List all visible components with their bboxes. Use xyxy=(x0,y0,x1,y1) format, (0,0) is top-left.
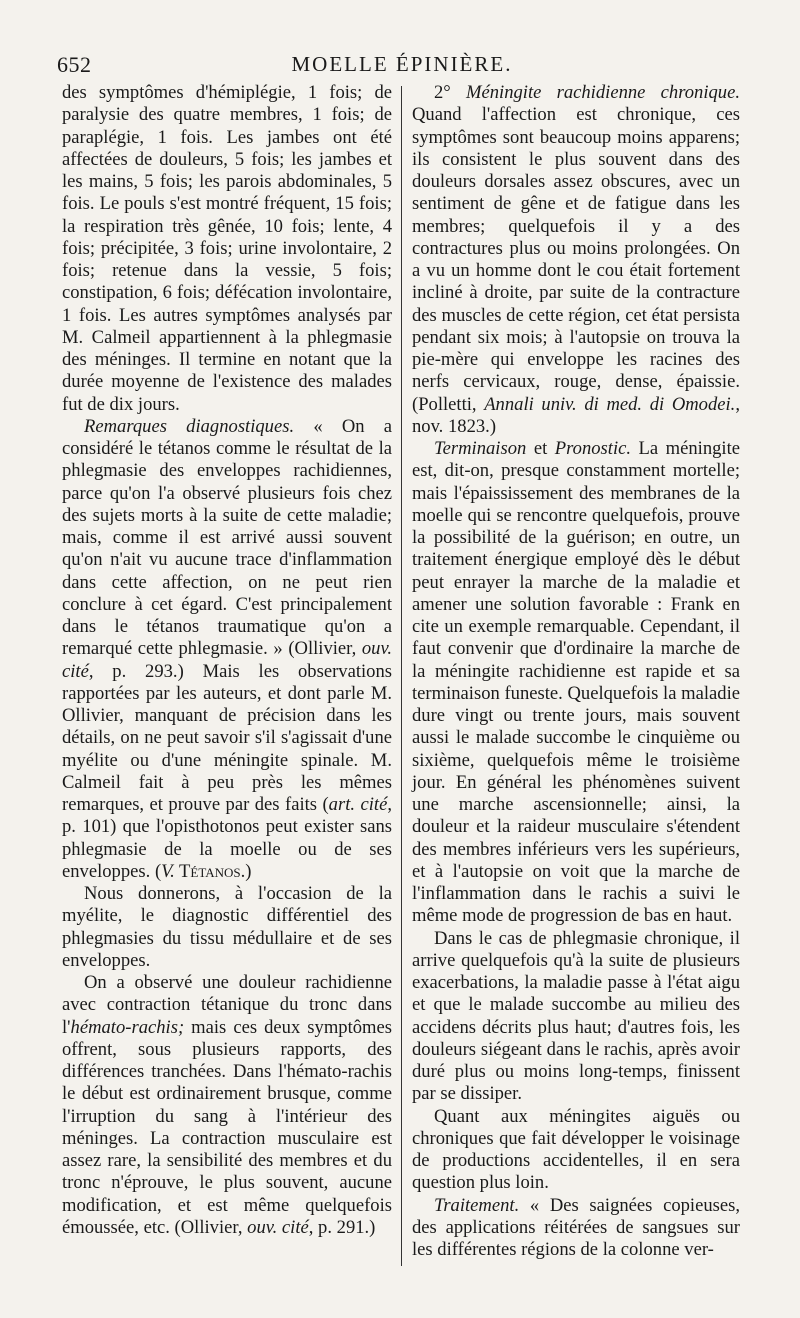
section-heading-termination: Terminaison xyxy=(434,438,527,459)
paragraph-treatment: Traitement. « Des saignées copieuses, des applications réitérées de sangsues sur les différentes régions de la colonne ver- xyxy=(412,1194,740,1260)
paragraph-chronic-meningitis: 2° Méningite rachidienne chronique. Quand l'affection est chronique, ces symptômes sont beaucoup moins apparens; ils consistent le plus souvent dans des douleurs dorsales assez obscures, avec un sentiment de gêne et de fatigue dans les membres; quelquefois il y a des contractures plus ou moins prolongées. On a vu un homme dont le cou était fortement incliné à droite, par suite de la contracture des muscles de cette région, cet état persista pendant six mois; à l'autopsie on trouva la pie-mère qui enveloppe les racines des nerfs cervicaux, rouge, dense, épaissie. (Polletti, Annali univ. di med. di Omodei., nov. 1823.) xyxy=(412,82,741,437)
right-column xyxy=(412,82,740,1261)
paragraph-myelitis-note: Nous donnerons, à l'occasion de la myélite, le diagnostic différentiel des phlegmasies du tissu médullaire et de ses enveloppes. xyxy=(62,883,392,971)
left-column xyxy=(62,82,392,1239)
paragraph-diagnostic-remarks: Remarques diagnostiques. « On a considéré le tétanos comme le résultat de la phlegmasie des enveloppes rachidiennes, parce qu'on l'a observé plusieurs fois chez des sujets morts à la suite de cette maladie; mais, comme il est arrivé aussi souvent qu'on n'ait vu aucune trace d'inflammation dans cette affection, on ne peut rien conclure à cet égard. C'est principalement dans le tétanos traumatique qu'on a remarqué cette phlegmasie. » (Ollivier, ouv. cité, p. 293.) Mais les observations rapportées par les auteurs, et dont parle M. Ollivier, manquant de précision dans les détails, on ne peut savoir s'il s'agissait d'une myélite ou d'une méningite spinale. M. Calmeil fait à peu près les mêmes remarques, et prouve par des faits (art. cité, p. 101) que l'opisthotonos peut exister sans phlegmasie de la moelle ou de ses enveloppes. (V. Tétanos.) xyxy=(62,415,392,882)
section-heading-chronic: Méningite rachidienne chronique. xyxy=(465,82,741,103)
page-number: 652 xyxy=(57,52,92,77)
paragraph-hemato-rachis: On a observé une douleur rachidienne avec contraction tétanique du tronc dans l'hémato-rachis; mais ces deux symptômes offrent, sous plusieurs rapports, des différences tranchées. Dans l'hémato-rachis le début est ordinairement brusque, comme l'irruption du sang à l'intérieur des méninges. La contraction musculaire est assez rare, la sensibilité des membres et du tronc n'éprouve, le plus souvent, aucune modification, et est même quelquefois émoussée, etc. (Ollivier, ouv. cité, p. 291.) xyxy=(62,972,392,1238)
page-header xyxy=(57,52,747,84)
column-divider xyxy=(401,86,402,1266)
running-title: MOELLE ÉPINIÈRE. xyxy=(291,52,513,76)
section-heading-prognosis: Pronostic. xyxy=(554,438,632,459)
section-heading-diagnostic: Remarques diagnostiques. xyxy=(84,415,295,437)
paragraph-symptom-counts: des symptômes d'hémiplégie, 1 fois; de paralysie des quatre membres, 1 fois; de paraplégie, 1 fois. Les jambes ont été affectées de douleurs, 5 fois; les jambes et les mains, 5 fois; les parois abdominales, 5 fois. Le pouls s'est montré fréquent, 15 fois; la respiration très gênée, 10 fois; lente, 4 fois; précipitée, 3 fois; urine involontaire, 2 fois; retenue dans la vessie, 5 fois; constipation, 6 fois; défécation involontaire, 1 fois. Les autres symptômes analysés par M. Calmeil appartiennent à la phlegmasie des méninges. Il termine en notant que la durée moyenne de l'existence des malades fut de dix jours. xyxy=(62,82,392,415)
section-heading-treatment: Traitement. xyxy=(434,1194,520,1216)
paragraph-accidental-productions: Quant aux méningites aiguës ou chroniques que fait développer le voisinage de productions accidentelles, il en sera question plus loin. xyxy=(412,1105,740,1194)
paragraph-chronic-course: Dans le cas de phlegmasie chronique, il arrive quelquefois qu'à la suite de plusieurs exacerbations, la maladie passe à l'état aigu et que le malade succombe au milieu des accidens décrits plus haut; d'autres fois, les douleurs siégeant dans le rachis, après avoir duré plus ou moins long-temps, finissent par se dissiper. xyxy=(412,927,740,1105)
paragraph-prognosis: Terminaison et Pronostic. La méningite est, dit-on, presque constamment mortelle; mais l'épaississement des membranes de la moelle qui se rencontre quelquefois, prouve la possibilité de la guérison; en outre, un traitement énergique employé dès le début peut enrayer la marche de la maladie et amener une solution favorable : Frank en cite un exemple remarquable. Cependant, il faut convenir que d'ordinaire la marche de la méningite rachidienne est rapide et sa terminaison funeste. Quelquefois la maladie dure vingt ou trente jours, mais souvent aussi le malade succombe le cinquième ou sixième, quelquefois même le troisième jour. En général les phénomènes suivent une marche ascensionnelle; ainsi, la douleur et la raideur musculaire s'étendent des membres inférieurs vers les supérieurs, et à l'autopsie on voit que la marche de l'inflammation dans le rachis a suivi le même mode de progression de bas en haut. xyxy=(412,438,740,927)
